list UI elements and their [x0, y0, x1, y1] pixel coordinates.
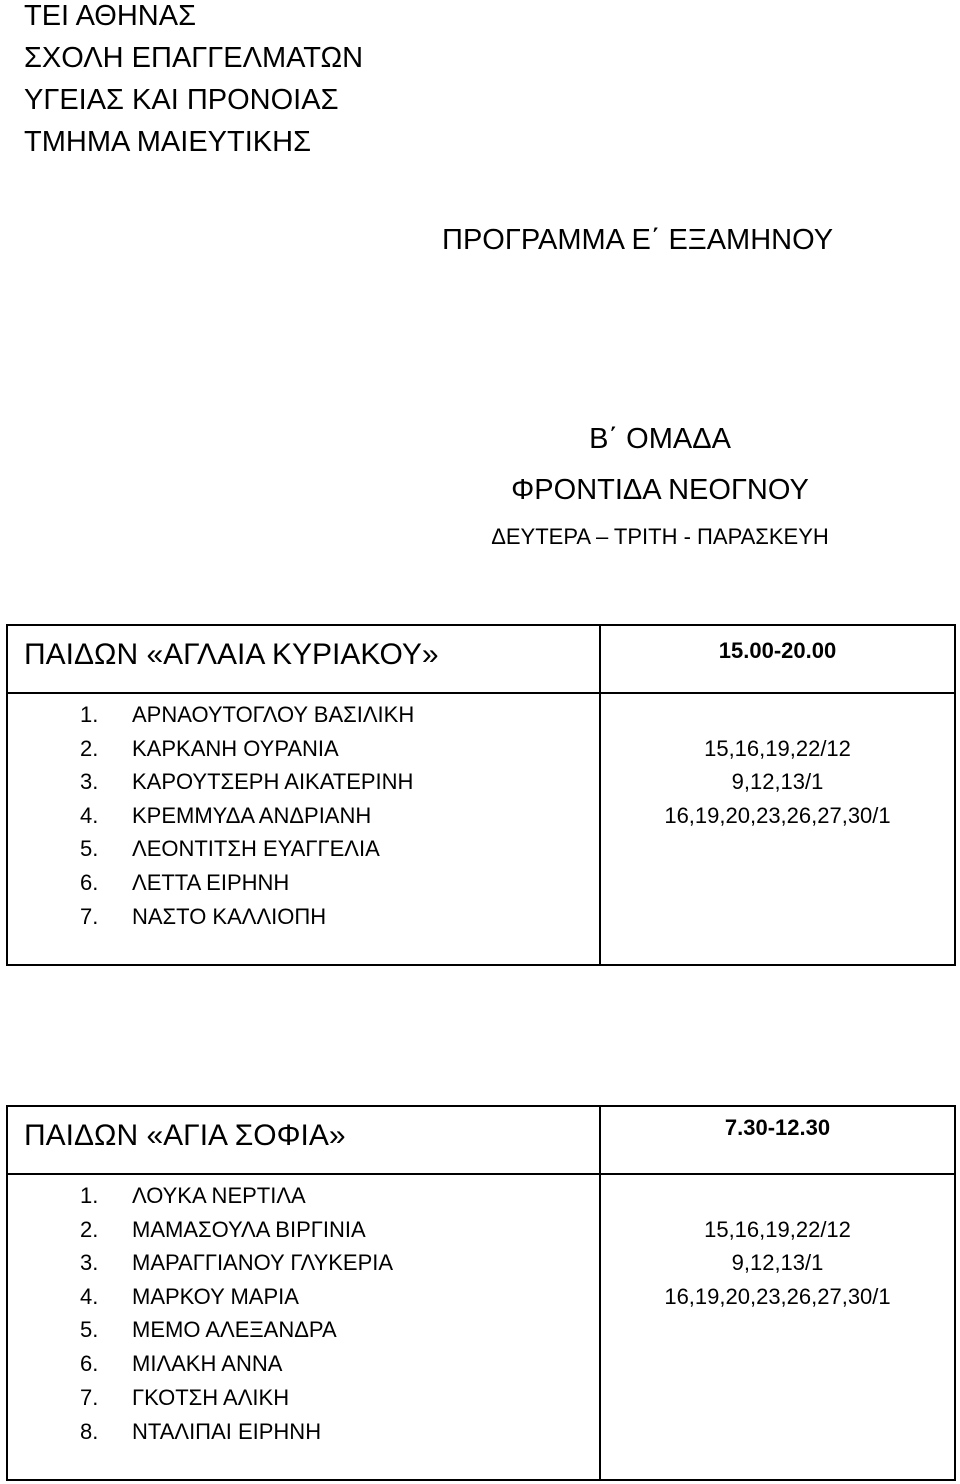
student-row — [80, 769, 413, 795]
student-name: ΝΤΑΛΙΠΑΙ ΕΙΡΗΝΗ — [132, 1419, 322, 1444]
practice-dates: 9,12,13/1 — [731, 1250, 824, 1275]
student-name: ΝΑΣΤΟ ΚΑΛΛΙΟΠΗ — [132, 904, 327, 929]
student-number: 7. — [80, 904, 99, 929]
student-name: ΛΕΤΤΑ ΕΙΡΗΝΗ — [132, 870, 290, 895]
column-divider — [599, 626, 601, 964]
schedule-table-1 — [6, 624, 956, 966]
student-number: 3. — [80, 769, 99, 794]
practice-dates: 15,16,19,22/12 — [704, 1217, 851, 1242]
student-row — [80, 803, 371, 829]
school-name: ΣΧΟΛΗ ΕΠΑΓΓΕΛΜΑΤΩΝ — [24, 42, 364, 74]
student-row — [80, 736, 339, 762]
schedule-days: ΔΕΥΤΕΡΑ – ΤΡΙΤΗ - ΠΑΡΑΣΚΕΥΗ — [491, 524, 829, 549]
department-name: ΤΜΗΜΑ ΜΑΙΕΥΤΙΚΗΣ — [24, 126, 311, 158]
practice-dates: 9,12,13/1 — [731, 769, 824, 794]
shift-hours: 7.30-12.30 — [724, 1115, 831, 1140]
student-number: 1. — [80, 702, 99, 727]
student-name: ΓΚΟΤΣΗ ΑΛΙΚΗ — [132, 1385, 290, 1410]
student-number: 5. — [80, 836, 99, 861]
course-subject: ΦΡΟΝΤΙΔΑ ΝΕΟΓΝΟΥ — [511, 474, 809, 506]
student-row — [80, 1385, 289, 1411]
student-number: 2. — [80, 1217, 99, 1242]
student-row — [80, 836, 380, 862]
row-divider — [8, 1173, 954, 1175]
student-name: ΑΡΝΑΟΥΤΟΓΛΟΥ ΒΑΣΙΛΙΚΗ — [132, 702, 415, 727]
student-name: ΚΑΡΟΥΤΣΕΡΗ ΑΙΚΑΤΕΡΙΝΗ — [132, 769, 414, 794]
student-number: 8. — [80, 1419, 99, 1444]
student-name: ΛΕΟΝΤΙΤΣΗ ΕΥΑΓΓΕΛΙΑ — [132, 836, 380, 861]
student-number: 7. — [80, 1385, 99, 1410]
row-divider — [8, 692, 954, 694]
program-title: ΠΡΟΓΡΑΜΜΑ Ε΄ ΕΞΑΜΗΝΟΥ — [442, 224, 834, 256]
student-number: 5. — [80, 1317, 99, 1342]
student-number: 4. — [80, 1284, 99, 1309]
practice-dates: 16,19,20,23,26,27,30/1 — [664, 1284, 891, 1309]
student-row — [80, 1250, 393, 1276]
shift-hours: 15.00-20.00 — [718, 638, 837, 663]
student-name: ΚΡΕΜΜΥΔΑ ΑΝΔΡΙΑΝΗ — [132, 803, 372, 828]
group-name: Β΄ ΟΜΑΔΑ — [589, 423, 731, 455]
student-row — [80, 870, 289, 896]
student-row — [80, 904, 326, 930]
practice-dates: 15,16,19,22/12 — [704, 736, 851, 761]
student-number: 6. — [80, 870, 99, 895]
student-name: ΜΑΡΑΓΓΙΑΝΟΥ ΓΛΥΚΕΡΙΑ — [132, 1250, 394, 1275]
student-name: ΜΑΡΚΟΥ ΜΑΡΙΑ — [132, 1284, 299, 1309]
practice-dates: 16,19,20,23,26,27,30/1 — [664, 803, 891, 828]
student-name: ΛΟΥΚΑ ΝΕΡΤΙΛΑ — [132, 1183, 306, 1208]
hospital-name: ΠΑΙΔΩΝ «ΑΓΙΑ ΣΟΦΙΑ» — [24, 1119, 346, 1152]
student-row — [80, 1217, 366, 1243]
student-row — [80, 1183, 306, 1209]
hospital-name: ΠΑΙΔΩΝ «ΑΓΛΑΙΑ ΚΥΡΙΑΚΟΥ» — [24, 638, 439, 671]
student-name: ΜΑΜΑΣΟΥΛΑ ΒΙΡΓΙΝΙΑ — [132, 1217, 366, 1242]
student-number: 2. — [80, 736, 99, 761]
institution-name: ΤΕΙ ΑΘΗΝΑΣ — [24, 0, 197, 32]
school-name-continued: ΥΓΕΙΑΣ ΚΑΙ ΠΡΟΝΟΙΑΣ — [24, 84, 339, 116]
student-row — [80, 1419, 321, 1445]
student-number: 3. — [80, 1250, 99, 1275]
student-name: ΜΙΛΑΚΗ ΑΝΝΑ — [132, 1351, 283, 1376]
student-row — [80, 1284, 299, 1310]
student-number: 1. — [80, 1183, 99, 1208]
student-number: 4. — [80, 803, 99, 828]
student-name: ΜΕΜΟ ΑΛΕΞΑΝΔΡΑ — [132, 1317, 337, 1342]
student-row — [80, 1317, 337, 1343]
student-number: 6. — [80, 1351, 99, 1376]
student-name: ΚΑΡΚΑΝΗ ΟΥΡΑΝΙΑ — [132, 736, 339, 761]
student-row — [80, 702, 414, 728]
student-row — [80, 1351, 282, 1377]
schedule-table-2 — [6, 1105, 956, 1481]
